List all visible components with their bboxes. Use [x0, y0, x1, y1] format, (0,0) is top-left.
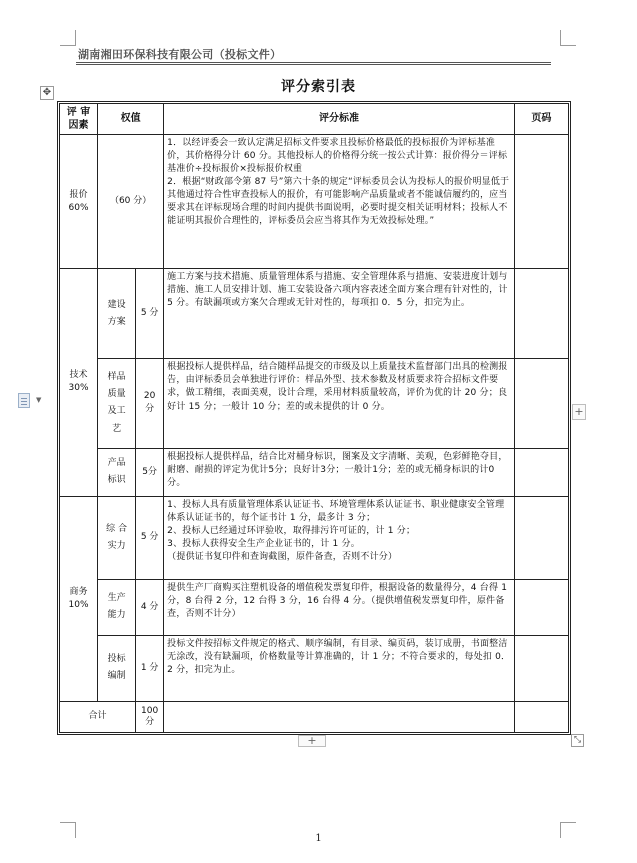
biz-score-capacity: 4 分 [136, 579, 164, 635]
tech-criteria-plan: 施工方案与技术措施、质量管理体系与措施、安全管理体系与措施、安装进度计划与措施、施工人员安排计划、施工安装设备六项内容表述全面方案合理有针对性的，计 5 分。有缺漏项或方案欠合理或无针对性的，每项扣 0．5 分，扣完为止。 [164, 269, 515, 359]
price-page[interactable] [514, 135, 568, 269]
biz-sub-strength: 综 合 实力 [98, 496, 136, 579]
biz-score-strength: 5 分 [136, 496, 164, 579]
biz-criteria-compile: 投标文件按招标文件规定的格式、顺序编制，有目录、编页码，装订成册，书面整洁无涂改，没有缺漏项，价格数量等计算准确的，计 1 分；不符合要求的，每处扣 0．2 分，扣完为止。 [164, 635, 515, 701]
total-criteria[interactable] [164, 701, 515, 732]
header-rule-double [76, 64, 551, 65]
biz-sub-capacity: 生产 能力 [98, 579, 136, 635]
total-label: 合计 [60, 701, 136, 732]
tech-factor: 技术 30% [60, 269, 98, 496]
business-factor: 商务 10% [60, 496, 98, 701]
total-page[interactable] [514, 701, 568, 732]
add-row-button[interactable]: + [298, 735, 326, 747]
header-rule [76, 62, 551, 63]
biz-score-compile: 1 分 [136, 635, 164, 701]
biz-page-strength[interactable] [514, 496, 568, 579]
tech-sub-sample: 样品 质量 及工 艺 [98, 359, 136, 448]
header-criteria: 评分标准 [164, 104, 515, 135]
biz-page-capacity[interactable] [514, 579, 568, 635]
biz-criteria-capacity: 提供生产厂商购买注塑机设备的增值税发票复印件，根据设备的数量得分，4 台得 1 分，8 台得 2 分，12 台得 3 分，16 台得 4 分。（提供增值税发票复印件，原件备查，否则不计分） [164, 579, 515, 635]
crop-mark-top-left [60, 30, 76, 46]
scoring-table [57, 101, 571, 735]
table-resize-handle-icon[interactable]: ⤡ [571, 734, 584, 747]
price-criteria: 1．以经评委会一致认定满足招标文件要求且投标价格最低的投标报价为评标基准价，其价格得分计 60 分。其他投标人的价格得分统一按公式计算：报价得分＝评标基准价÷投标报价×投标报价权重 2．根据“财政部令第 87 号”第六十条的规定“评标委员会认为投标人的报价明显低于其他通过符合性审查投标人的报价，有可能影响产品质量或者不能诚信履约的，应当要求其在评标现场合理的时间内提供书面说明，必要时提交相关证明材料；投标人不能证明其报价合理性的，评标委员会应当将其作为无效投标处理。” [164, 135, 515, 269]
biz-criteria-strength: 1、投标人具有质量管理体系认证证书、环境管理体系认证证书、职业健康安全管理体系认证证书的，每个证书计 1 分，最多计 3 分； 2、投标人已经通过环评验收，取得排污许可证的，计 1 分； 3、投标人获得安全生产企业证书的，计 1 分。 （提供证书复印件和查询截图，原件备查，否则不计分） [164, 496, 515, 579]
header-factor: 评 审 因素 [60, 104, 98, 135]
page-header: 湖南湘田环保科技有限公司（投标文件） [78, 48, 282, 61]
tech-criteria-label: 根据投标人提供样品，结合比对桶身标识，图案及文字清晰、美观，色彩鲜艳夺目，耐磨、耐损的评定为优计5分；良好计3分；一般计1分；差的或无桶身标识的计0分。 [164, 448, 515, 496]
tech-sub-plan: 建设 方案 [98, 269, 136, 359]
price-factor: 报价 60% [60, 135, 98, 269]
tech-score-label: 5分 [136, 448, 164, 496]
total-score: 100 分 [136, 701, 164, 732]
biz-sub-compile: 投标 编制 [98, 635, 136, 701]
tech-page-sample[interactable] [514, 359, 568, 448]
add-column-button[interactable]: + [572, 404, 586, 420]
header-page: 页码 [514, 104, 568, 135]
chevron-down-icon[interactable]: ▼ [36, 396, 42, 404]
table-move-handle-icon[interactable]: ✥ [40, 86, 54, 100]
price-weight: （60 分） [98, 135, 164, 269]
tech-sub-label: 产品 标识 [98, 448, 136, 496]
biz-page-compile[interactable] [514, 635, 568, 701]
tech-criteria-sample: 根据投标人提供样品，结合随样品提交的市级及以上质量技术监督部门出具的检测报告，由评标委员会单独进行评价：样品外型、技术参数及材质要求符合招标文件要求，做工精细，表面美观，设计合理，采用材料质量较高，评价为优的计 20 分；良好计 15 分；一般计 10 分；差的或未提供的计 0 分。 [164, 359, 515, 448]
tech-score-sample: 20 分 [136, 359, 164, 448]
document-title: 评分索引表 [281, 79, 356, 95]
header-weight: 权值 [98, 104, 164, 135]
tech-page-plan[interactable] [514, 269, 568, 359]
tech-score-plan: 5 分 [136, 269, 164, 359]
tech-page-label[interactable] [514, 448, 568, 496]
crop-mark-top-right [560, 30, 576, 46]
document-icon[interactable] [18, 393, 30, 408]
page-number: 1 [315, 833, 322, 844]
